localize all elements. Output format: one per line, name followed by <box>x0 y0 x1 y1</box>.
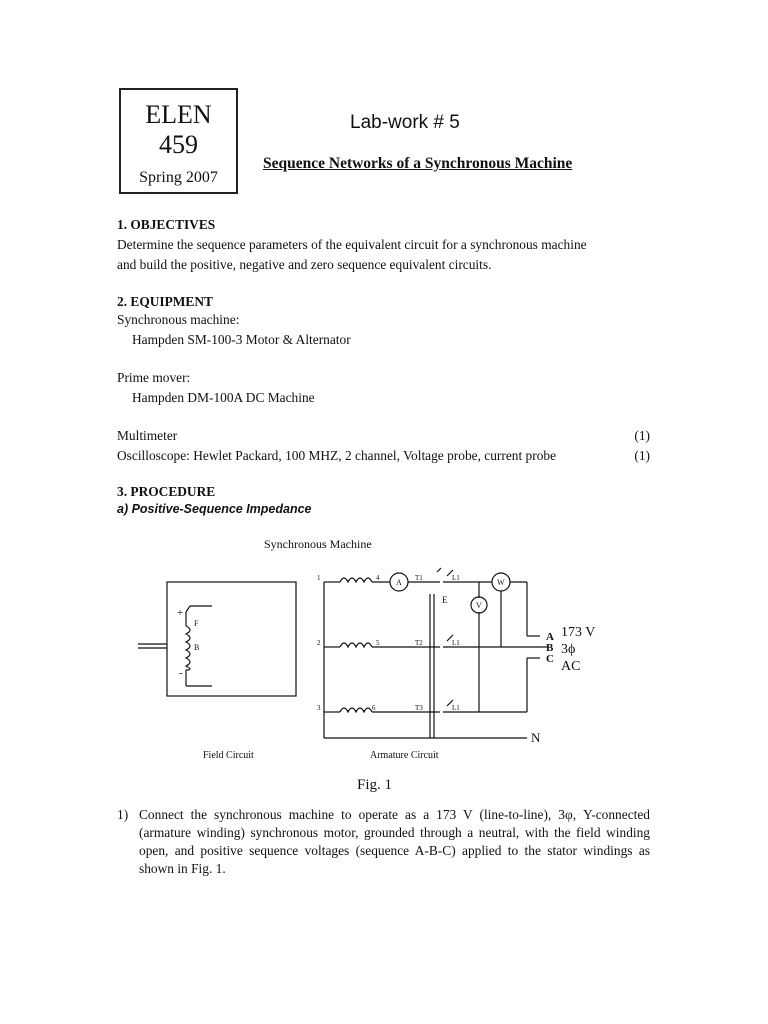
lab-subtitle: Sequence Networks of a Synchronous Machine <box>263 155 573 172</box>
terminal-2: 2 <box>317 639 321 647</box>
voltmeter-label: V <box>476 601 482 610</box>
field-label-f: F <box>194 619 199 628</box>
terminal-3: 3 <box>317 704 321 712</box>
equipment-oscilloscope: Oscilloscope: Hewlet Packard, 100 MHZ, 2 channel, Voltage probe, current probe <box>117 448 557 463</box>
phase-b-label: B <box>546 642 554 654</box>
terminal-6: 6 <box>372 704 376 712</box>
course-term-line: Spring 2007 <box>139 169 218 186</box>
terminal-t3: T3 <box>415 704 423 712</box>
figure-title: Synchronous Machine <box>264 537 372 551</box>
armature-circuit-caption: Armature Circuit <box>370 750 439 761</box>
phase-a-label: A <box>546 631 554 643</box>
step-number: 1) <box>117 807 129 822</box>
field-label-b: B <box>194 643 200 652</box>
line-l1-a: L1 <box>452 574 460 582</box>
equipment-sync-item: Hampden SM-100-3 Motor & Alternator <box>132 332 351 347</box>
terminal-4: 4 <box>376 574 380 582</box>
procedure-step <box>117 806 650 878</box>
step-text: Connect the synchronous machine to operate as a 173 V (line-to-line), 3φ, Y-connected (armature winding) synchronous motor, grounded through a neutral, with the field winding open, and positive sequence voltages (sequence A-B-C) applied to the stator windings as shown in Fig. 1. <box>139 807 650 876</box>
equipment-sync-label: Synchronous machine: <box>117 312 240 327</box>
supply-ac: AC <box>561 659 581 674</box>
terminal-t1: T1 <box>415 574 423 582</box>
procedure-subheading: a) Positive-Sequence Impedance <box>117 502 312 516</box>
supply-voltage: 173 V <box>561 625 596 640</box>
switch-label-e: E <box>442 595 448 605</box>
line-l1-b: L1 <box>452 639 460 647</box>
wattmeter-label: W <box>497 578 505 587</box>
equipment-multimeter-qty: (1) <box>634 428 650 443</box>
equipment-prime-item: Hampden DM-100A DC Machine <box>132 390 315 405</box>
objectives-line-2: and build the positive, negative and zero sequence equivalent circuits. <box>117 257 492 272</box>
equipment-multimeter: Multimeter <box>117 428 178 443</box>
equipment-heading: 2. EQUIPMENT <box>117 294 213 309</box>
lab-title: Lab-work # 5 <box>350 112 460 133</box>
field-circuit-caption: Field Circuit <box>203 750 254 761</box>
terminal-1: 1 <box>317 574 321 582</box>
course-number-line: 459 <box>159 130 198 159</box>
course-code-line: ELEN <box>145 100 212 129</box>
figure-caption: Fig. 1 <box>357 777 393 793</box>
phase-c-label: C <box>546 653 554 665</box>
equipment-prime-label: Prime mover: <box>117 370 191 385</box>
equipment-oscilloscope-qty: (1) <box>634 448 650 463</box>
neutral-label: N <box>531 730 541 745</box>
supply-phase: 3ϕ <box>561 642 576 657</box>
terminal-5: 5 <box>376 639 380 647</box>
objectives-line-1: Determine the sequence parameters of the equivalent circuit for a synchronous machine <box>117 237 587 252</box>
terminal-t2: T2 <box>415 639 423 647</box>
procedure-heading: 3. PROCEDURE <box>117 484 216 499</box>
objectives-heading: 1. OBJECTIVES <box>117 217 216 232</box>
field-plus: + <box>177 607 184 619</box>
line-l1-c: L1 <box>452 704 460 712</box>
field-minus: - <box>179 667 183 679</box>
ammeter-label: A <box>396 578 402 587</box>
